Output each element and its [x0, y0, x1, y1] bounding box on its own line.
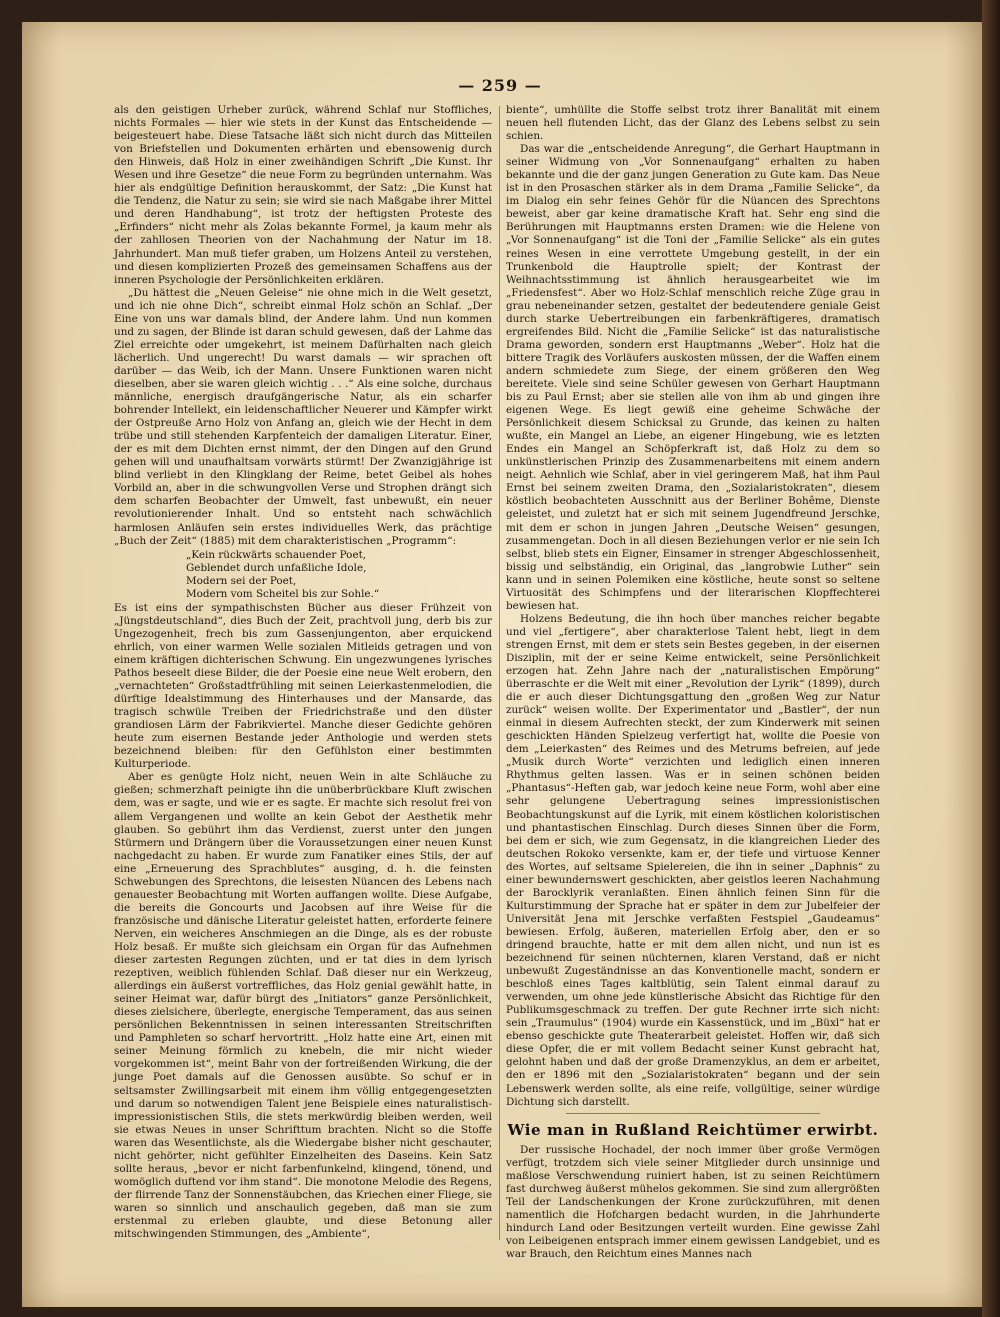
poem-line: Modern sei der Poet, — [186, 574, 297, 587]
article-title: Wie man in Rußland Reichtümer erwirbt. — [507, 1120, 879, 1139]
paragraph: Der russische Hochadel, der noch immer über große Vermögen verfügt, trotzdem sich viele seiner Mitglieder durch unsinnige und maßlose Verschwendung ruiniert haben, ist zu seinen Reichtümern fast durchweg äußerst mühelos gekommen. Sie sind zum allergrößten Teil der Landschenkungen der Krone zurückzuführen, mit denen namentlich die Hofchargen bedacht wurden, in die Jahrhunderte hindurch Land oder Besitzungen verteilt wurden. Eine gewisse Zahl von Leibeigenen entsprach immer einem gewissen Landgebiet, und es war Brauch, den Reichtum eines Mannes nach — [506, 1143, 880, 1260]
paragraph: Holzens Bedeutung, die ihn hoch über manches reicher begabte und viel „fertigere“, aber charakterlose Talent hebt, liegt in dem strengen Ernst, mit dem er stets sein Bestes gegeben, in der eisernen Disziplin, mit der er seine Keime entwickelt, seine Persönlichkeit erzogen hat. Zehn Jahre nach der „naturalistischen Empörung“ überraschte er die Welt mit einer „Revolution der Lyrik“ (1899), durch die er auch dieser Dichtungsgattung den „großen Weg zur Natur zurück“ weisen wollte. Der Experimentator und „Bastler“, der nun einmal in diesem Aufrechten steckt, der zum Kinderwerk mit seinen geschickten Händen Spielzeug verfertigt hat, wollte die Poesie von dem „Leierkasten“ des Reimes und des Metrums befreien, auf jede „Musik durch Worte“ verzichten und lediglich einen inneren Rhythmus gelten lassen. Was er in seinen schönen beiden „Phantasus“-Heften gab, war jedoch keine neue Form, wohl aber eine sehr gelungene Uebertragung seines impressionistischen Beobachtungskunst auf die Lyrik, mit einem köstlichen koloristischen und phantastischen Einschlag. Durch dieses Sinnen über die Form, bei dem er sich, wie zum Gegensatz, in die klangreichen Lieder des deutschen Rokoko versenkte, kam er, der tiefe und virtuose Kenner des Wortes, auf seltsame Spielereien, die ihn in seiner „Daphnis“ zu einer bewundernswert geschickten, aber geistlos leeren Nachahmung der Barocklyrik veranlaßten. Einen ähnlich feinen Sinn für die Kulturstimmung der Sprache hat er später in dem zur Jubelfeier der Universität Jena mit Jerschke verfaßten Festspiel „Gaudeamus“ bewiesen. Erfolg, äußeren, materiellen Erfolg aber, den er so dringend brauchte, hatte er mit dem allen nicht, und nun ist es bezeichnend für seinen nüchternen, klaren Verstand, daß er nicht unbewußt Zugeständnisse an das Konventionelle macht, sondern er beschloß eines Tages kaltblütig, sein Talent einmal darauf zu verwenden, um ohne jede künstlerische Absicht das Richtige für den Publikumsgeschmack zu treffen. Der gute Rechner irrte sich nicht: sein „Traumulus“ (1904) wurde ein Kassenstück, und im „Büxl“ hat er ebenso geschickte gute Theaterarbeit geleistet. Hoffen wir, daß sich diese Opfer, die er mit vollem Bedacht seiner Kunst gebracht hat, gelohnt haben und daß der große Dramenzyklus, an dem er arbeitet, den er 1896 mit den „Sozialaristokraten“ begann und der sein Lebenswerk werden sollte, als eine reife, vollgültige, seiner würdige Dichtung sich darstellt. — [506, 612, 880, 1108]
paragraph: Aber es genügte Holz nicht, neuen Wein in alte Schläuche zu gießen; schmerzhaft peinigte ihn die unüberbrückbare Kluft zwischen dem, was er sagte, und wie er es sagte. Er machte sich resolut frei von allem Vergangenen und wollte an kein Gebot der Aesthetik mehr glauben. So gebührt ihm das Verdienst, zuerst unter den jungen Stürmern und Drängern über die Voraussetzungen einer neuen Kunst nachgedacht zu haben. Er wurde zum Fanatiker eines Stils, der auf eine „Erneuerung des Sprachblutes“ ausging, d. h. die feinsten Schwebungen des Sprechtons, die leisesten Nüancen des Lebens nach genauester Beobachtung mit Worten auffangen wollte. Diese Aufgabe, die bereits die Goncourts und Jacobsen auf ihre Weise für die französische und dänische Literatur geleistet hatten, erforderte feinere Nerven, ein weicheres Anschmiegen an die Dinge, als es der robuste Holz besaß. Er mußte sich gleichsam ein Organ für das Aufnehmen dieser zartesten Regungen züchten, und er tat dies in dem lyrisch rezeptiven, weiblich fühlenden Schlaf. Daß dieser nur ein Werkzeug, allerdings ein äußerst vortreffliches, das Holz genial gewählt hatte, in seiner Heimat war, dafür bürgt des „Initiators“ ganze Persönlichkeit, dieses zielsichere, überlegte, energische Temperament, das aus seinen persönlichen Bekenntnissen in seinen interessanten Streitschriften und Pamphleten so scharf hervortritt. „Holz hatte eine Art, einen mit seiner Meinung förmlich zu knebeln, die mir nicht wieder vorgekommen ist“, meint Bahr von der fortreißenden Wirkung, die der junge Poet damals auf die Genossen ausübte. So schuf er in seltsamster Zwillingsarbeit mit einem ihm völlig entgegengesetzten und darum so notwendigen Talent jene Beispiele eines naturalistisch-impressionistischen Stils, die stets merkwürdig bleiben werden, weil sie etwas Neues in unser Schrifttum brachten. Nicht so die Stoffe waren das Wesentlichste, als die Wiedergabe bisher nicht geschauter, nicht gehörter, nicht gefühlter Einzelheiten des Daseins. Kein Satz sollte heraus, „bevor er nicht farbenfunkelnd, klingend, tönend, und womöglich duftend vor ihm stand“. Die monotone Melodie des Regens, der flirrende Tanz der Sonnenstäubchen, das Kriechen einer Fliege, sie waren so sinnlich und anschaulich gegeben, daß man sie zum erstenmal zu erleben glaubte, und diese Betonung aller mitschwingenden Stimmungen, des „Ambiente“, — [114, 771, 492, 1241]
poem-line: „Kein rückwärts schauender Poet, — [186, 548, 367, 561]
book-edge — [982, 0, 1000, 1317]
paragraph: Das war die „entscheidende Anregung“, die Gerhart Hauptmann in seiner Widmung von „Vor Sonnenaufgang“ erhalten zu haben bekannte und die der ganz jungen Generation zu Gute kam. Das Neue ist in den Prosaschen stärker als in dem Drama „Familie Selicke“, da im Dialog ein sehr feines Gehör für die Nüancen des Sprechtons beweist, aber gar keine dramatische Kraft hat. Sehr eng sind die Berührungen mit Hauptmanns ersten Dramen: wie die Helene von „Vor Sonnenaufgang“ ist die Toni der „Familie Selicke“ als ein gutes reines Wesen in eine verrottete Umgebung gestellt, in der ein Trunkenbold die Hauptrolle spielt; der Kontrast der Weihnachtsstimmung ist ähnlich herausgearbeitet wie im „Friedensfest“. Aber wo Holz-Schlaf menschlich reiche Züge grau in grau nebeneinander setzen, gestaltet der bedeutendere geniale Geist durch starke Uebertreibungen ein farbenkräftigeres, dramatisch ergreifendes Bild. Nicht die „Familie Selicke“ ist das naturalistische Drama geworden, sondern erst Hauptmanns „Weber“. Holz hat die bittere Tragik des Vorläufers auskosten müssen, der die Waffen einem andern schmiedete zum Siege, der einem größeren den Weg bereitete. Viele sind seine Schüler gewesen von Gerhart Hauptmann bis zu Paul Ernst; aber sie stellen alle von ihm ab und gingen ihre eigenen Wege. Es liegt gewiß eine geheime Schwäche der Persönlichkeit diesem Schicksal zu Grunde, das keinen zu halten wußte, ein Mangel an Liebe, an eigener Hingebung, wie es letzten Endes ein Mangel an Schöpferkraft ist, daß Holz zu dem so unkünstlerischen Prinzip des Zusammenarbeitens mit einem andern neigt. Aehnlich wie Schlaf, aber in viel geringerem Maß, hat ihm Paul Ernst bei seinem zweiten Drama, den „Sozialaristokraten“, diesem köstlich beobachteten Ausschnitt aus der Berliner Bohême, Dienste geleistet, und zuletzt hat er sich mit seinem Jugendfreund Jerschke, mit dem er schon in jungen Jahren „Deutsche Weisen“ gesungen, zusammengetan. Doch in all diesen Beziehungen verlor er nie sein Ich selbst, blieb stets ein Eigner, Einsamer in strenger Abgeschlossenheit, bissig und selbständig, ein Original, das „langrobwie Luther“ sein kann und in seinen Polemiken eine köstliche, heute sonst so seltene Virtuosität des Schimpfens und der literarischen Klopffechterei bewiesen hat. — [506, 143, 880, 612]
page-number: — 259 — — [458, 76, 542, 95]
poem — [186, 549, 492, 601]
poem-line: Geblendet durch unfaßliche Idole, — [186, 561, 367, 574]
paragraph: biente“, umhüllte die Stoffe selbst trotz ihrer Banalität mit einem neuen hell flutenden Licht, das der Glanz des Lebens selbst zu sein schien. — [506, 104, 880, 143]
right-column — [506, 104, 880, 1261]
left-column — [114, 104, 492, 1241]
paragraph: Es ist eins der sympathischsten Bücher aus dieser Frühzeit von „Jüngstdeutschland“, dies Buch der Zeit, prachtvoll jung, derb bis zur Ungezogenheit, frech bis zum Gassenjungenton, aber erquickend ehrlich, von einer warmen Welle sozialen Mitleids getragen und von einem kräftigen dichterischen Schwung. Ein ungezwungenes lyrisches Pathos beseelt diese Bilder, die der Poesie eine neue Welt erobern, den „vernachteten“ Großstadtfrühling mit seinen Leierkastenmelodien, die dürftige Idealstimmung des Hinterhauses und der Mansarde, das tragisch schwüle Treiben der Friedrichstraße und den düster grandiosen Lärm der Fabrikviertel. Manche dieser Gedichte gehören heute zum eisernen Bestande jeder Anthologie und werden stets bezeichnend bleiben: für den Gefühlston einer bestimmten Kulturperiode. — [114, 601, 492, 771]
section-rule — [566, 1113, 820, 1114]
column-divider — [499, 106, 500, 1240]
paragraph: als den geistigen Urheber zurück, während Schlaf nur Stoffliches, nichts Formales — hier wie stets in der Kunst das Entscheidende — beigesteuert habe. Diese Tatsache läßt sich nicht durch das Mitteilen von Briefstellen und Dokumenten erhärten und ebensowenig durch den Hinweis, daß Holz in einer zweihändigen Schrift „Die Kunst. Ihr Wesen und ihre Gesetze“ die neue Form zu begründen unternahm. Was hier als endgültige Definition herauskommt, der Satz: „Die Kunst hat die Tendenz, die Natur zu sein; sie wird sie nach Maßgabe ihrer Mittel und deren Handhabung“, ist trotz der heftigsten Proteste des „Erfinders“ nicht mehr als Zolas bekannte Formel, ja kaum mehr als der zahllosen Theorien von der Nachahmung der Natur im 18. Jahrhundert. Man muß tiefer graben, um Holzens Anteil zu verstehen, und diesen komplizierten Prozeß des gemeinsamen Schaffens aus der inneren Psychologie der Persönlichkeiten erklären. — [114, 104, 492, 286]
paragraph: „Du hättest die „Neuen Geleise“ nie ohne mich in die Welt gesetzt, und ich nie ohne Dich“, schreibt einmal Holz schön an Schlaf. „Der Eine von uns war damals blind, der Andere lahm. Und nun kommen und zu sagen, der Blinde ist daran schuld gewesen, daß der Lahme das Ziel erreichte oder umgekehrt, ist meinem Dafürhalten nach gleich lächerlich. Und ungerecht! Du warst damals — wir sprachen oft darüber — das Weib, ich der Mann. Unsere Funktionen waren nicht dieselben, aber sie waren gleich wichtig . . .“ Als eine solche, durchaus männliche, energisch draufgängerische Natur, als ein scharfer bohrender Intellekt, ein leidenschaftlicher Neuerer und Kämpfer wirkt der Ostpreuße Arno Holz von Anfang an, gleich wie der Hecht in dem trübe und still stehenden Karpfenteich der damaligen Literatur. Einer, der es mit dem Dichten ernst nimmt, der den Dingen auf den Grund gehen will und unaufhaltsam vorwärts stürmt! Der Zwanzigjährige ist blind verliebt in den Klingklang der Reime, betet Geibel als hohes Vorbild an, aber in die schwungvollen Verse und Strophen drängt sich dem scharfen Beobachter der Umwelt, fast unbewußt, ein neuer revolutionierender Inhalt. Und so entsteht nach schwächlich harmlosen Anläufen sein erstes individuelles Werk, das prächtige „Buch der Zeit“ (1885) mit dem charakteristischen „Programm“: — [114, 286, 492, 547]
poem-line: Modern vom Scheitel bis zur Sohle.“ — [186, 587, 380, 600]
